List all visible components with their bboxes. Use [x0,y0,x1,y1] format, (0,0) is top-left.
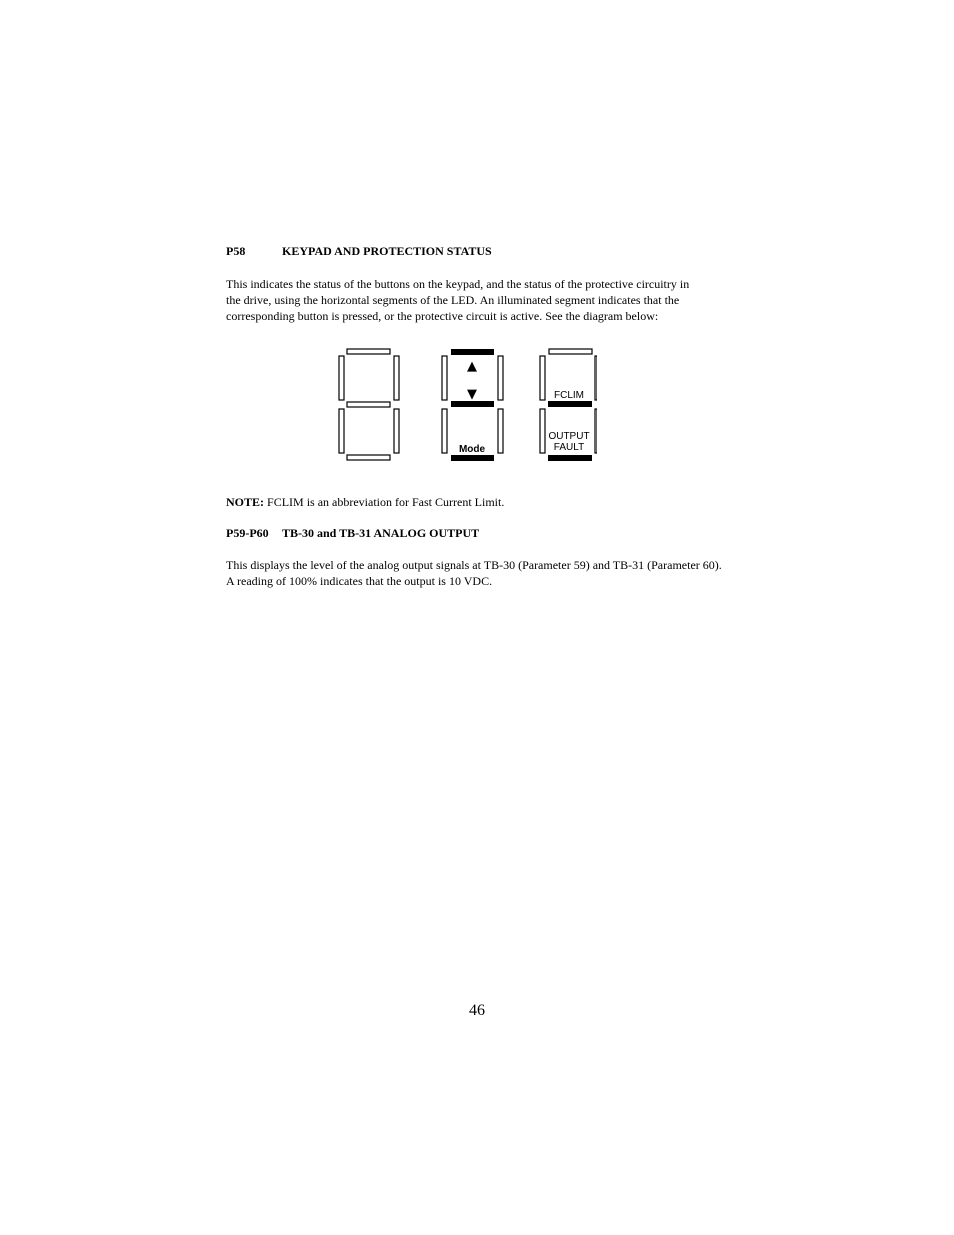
section-body-p58 [226,276,729,324]
body-line: the drive, using the horizontal segments of the LED. An illuminated segment indicates that the [226,293,680,307]
section-title: TB-30 and TB-31 ANALOG OUTPUT [282,526,480,540]
segment-top [347,349,390,354]
fclim-label: FCLIM [554,390,584,401]
led-digit-1 [339,349,399,460]
segment-middle [347,402,390,407]
segment-middle-filled [548,401,592,407]
body-line: corresponding button is pressed, or the protective circuit is active. See the diagram below: [226,309,659,323]
section-title: KEYPAD AND PROTECTION STATUS [282,244,492,258]
section-code: P59-P60 [226,526,269,540]
section-heading-p59-p60 [226,526,480,541]
segment-lower-left [442,409,447,453]
segment-lower-right [394,409,399,453]
body-line: This displays the level of the analog output signals at TB-30 (Parameter 59) and TB-31 (Parameter 60). [226,558,722,572]
body-line: This indicates the status of the buttons on the keypad, and the status of the protective circuitry in [226,277,690,291]
led-digit-2 [442,349,503,461]
segment-lower-left [540,409,545,453]
led-digit-3 [540,349,597,461]
segment-bottom [347,455,390,460]
mode-label: Mode [458,444,486,455]
segment-lower-left [339,409,344,453]
segment-top [549,349,592,354]
up-arrow-icon: ▲ [467,359,477,374]
segment-upper-left [339,356,344,400]
section-code: P58 [226,244,246,258]
segment-upper-right [595,356,597,400]
segment-upper-right [498,356,503,400]
segment-upper-left [540,356,545,400]
segment-upper-right [394,356,399,400]
segment-bottom-filled [451,455,494,461]
note-text: FCLIM is an abbreviation for Fast Current Limit. [264,495,505,509]
segment-lower-right [595,409,597,453]
segment-top-filled [451,349,494,355]
down-arrow-icon: ▼ [467,387,477,402]
note-label: NOTE: [226,495,265,509]
section-body-p59-p60 [226,557,729,589]
segment-bottom-filled [548,455,592,461]
note [226,494,729,510]
output-label: OUTPUT [548,431,590,442]
fault-label: FAULT [553,442,585,453]
led-segment-diagram [337,347,597,467]
segment-upper-left [442,356,447,400]
page-number: 46 [469,1002,485,1019]
body-line: A reading of 100% indicates that the output is 10 VDC. [226,574,493,588]
segment-lower-right [498,409,503,453]
section-heading-p58 [226,244,492,259]
